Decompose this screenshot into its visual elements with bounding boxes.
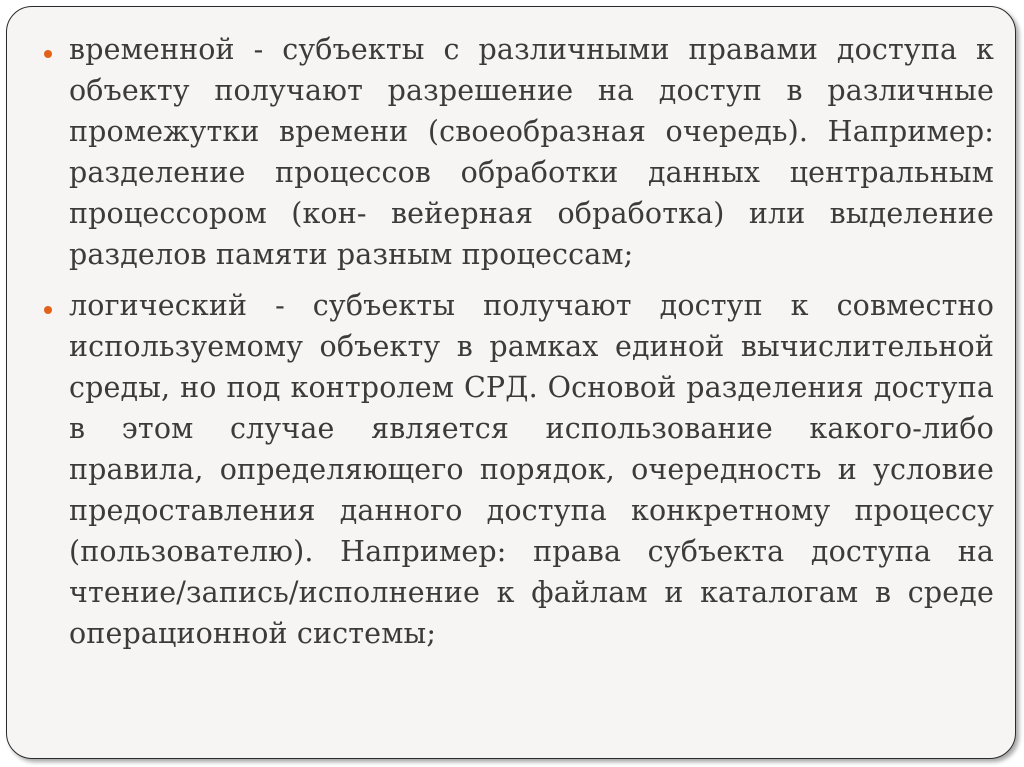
slide-content: [69, 29, 994, 664]
bullet-icon: [44, 50, 52, 58]
slide-frame: [6, 6, 1016, 759]
bullet-icon: [44, 306, 52, 314]
list-item: [69, 29, 994, 275]
bullet-text: логический - субъекты получают доступ к совместно используемому объекту в рамках единой вычислительной среды, но под контролем СРД. Основой разделения доступа в этом случае является использование какого-либо правила, определяющего порядок, очередность и условие предоставления данного доступа конкретному процессу (пользователю). Например: права субъекта доступа на чтение/запись/исполнение к файлам и каталогам в среде операционной системы;: [69, 289, 994, 650]
list-item: [69, 285, 994, 654]
bullet-text: временной - субъекты с различными правами доступа к объекту получают разрешение на доступ в различные промежутки времени (своеобразная очередь). Например: разделение процессов обработки данных центральным процессором (кон- вейерная обработка) или выделение разделов памяти разным процессам;: [69, 33, 994, 271]
